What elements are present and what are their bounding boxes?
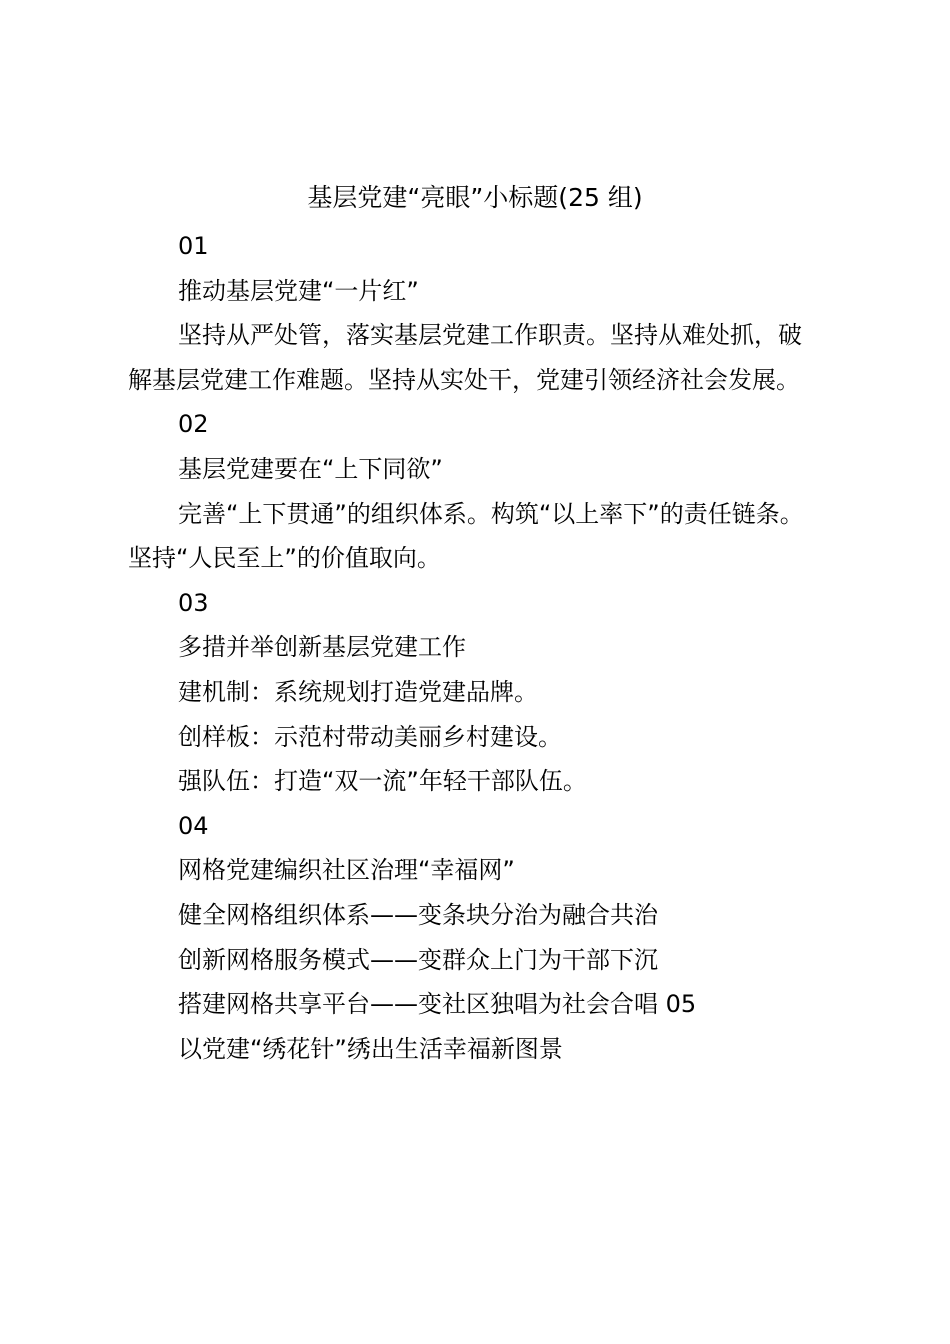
section-heading: 网格党建编织社区治理“幸福网” — [178, 856, 515, 885]
section-number: 04 — [178, 811, 209, 840]
section-heading: 以党建“绣花针”绣出生活幸福新图景 — [178, 1034, 563, 1063]
body-line: 创样板：示范村带动美丽乡村建设。 — [178, 722, 562, 751]
section-number: 03 — [178, 588, 209, 617]
section-heading: 推动基层党建“一片红” — [178, 276, 419, 305]
body-line: 创新网格服务模式——变群众上门为干部下沉 — [178, 945, 658, 974]
body-paragraph: 完善“上下贯通”的组织体系。构筑“以上率下”的责任链条。坚持“人民至上”的价值取向。 — [128, 499, 804, 573]
document-body — [128, 224, 828, 1071]
body-line: 搭建网格共享平台——变社区独唱为社会合唱 05 — [178, 990, 697, 1019]
section-heading: 基层党建要在“上下同欲” — [178, 454, 443, 483]
body-line: 健全网格组织体系——变条块分治为融合共治 — [178, 900, 658, 929]
document-title: 基层党建“亮眼”小标题(25 组) — [307, 183, 643, 212]
section-heading: 多措并举创新基层党建工作 — [178, 633, 466, 662]
body-paragraph: 坚持从严处管，落实基层党建工作职责。坚持从难处抓，破解基层党建工作难题。坚持从实处干，党建引领经济社会发展。 — [128, 321, 802, 394]
body-line: 强队伍：打造“双一流”年轻干部队伍。 — [178, 767, 587, 796]
section-number: 01 — [178, 232, 209, 260]
section-number: 02 — [178, 410, 209, 439]
body-line: 建机制：系统规划打造党建品牌。 — [178, 677, 538, 706]
